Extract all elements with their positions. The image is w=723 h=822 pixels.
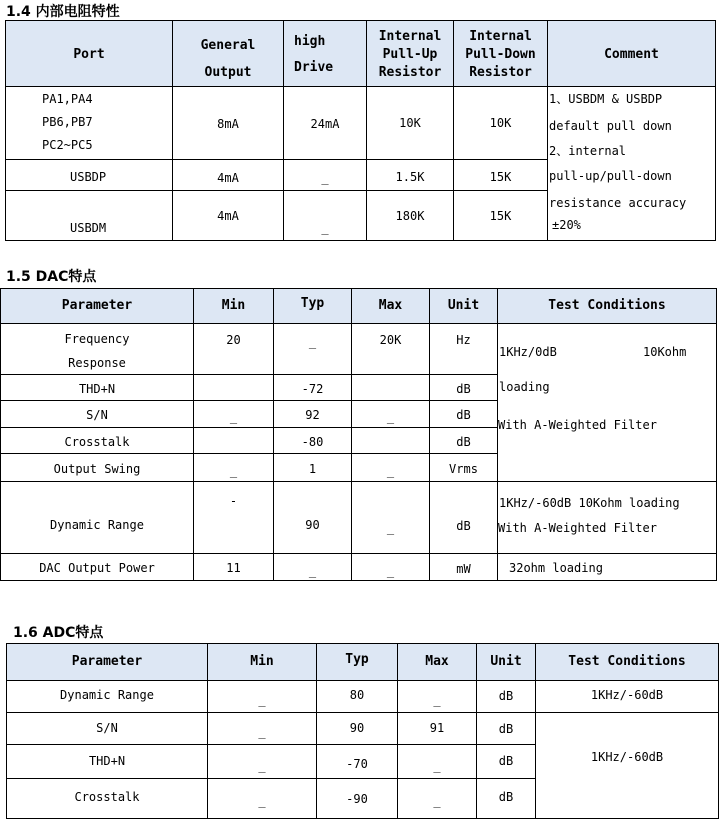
dac-swing-typ [273, 453, 351, 481]
dac-frequency-min-value: 20 [226, 333, 241, 347]
adc-thd-unit [476, 744, 535, 778]
dac-output-power-max-value: _ [386, 564, 395, 578]
dac-sn-label: S/N [86, 408, 108, 422]
dac-header-typ [273, 288, 351, 323]
adc-header-max-label: Max [425, 654, 449, 669]
dac-dynamic-range-cond-line2: With A-Weighted Filter [498, 521, 657, 535]
row3-pulldown [453, 190, 547, 241]
dac-output-power-unit-value: mW [456, 562, 471, 576]
row3-high-value: _ [321, 221, 329, 235]
adc-crosstalk-min-value: _ [258, 794, 266, 808]
dac-sn-max [351, 400, 429, 427]
adc-header-conditions [535, 643, 719, 680]
adc-thd-min [207, 744, 316, 778]
dac-output-power-min [193, 553, 273, 581]
dac-swing-min [193, 453, 273, 481]
dac-thd-unit-value: dB [456, 382, 471, 396]
adc-header-unit-label: Unit [490, 654, 522, 669]
dac-frequency-min [193, 323, 273, 374]
adc-crosstalk-typ-value: -90 [346, 792, 368, 806]
adc-header-min-label: Min [250, 654, 274, 669]
dac-dynamic-range-unit-value: dB [456, 519, 471, 533]
header-general-output [172, 20, 283, 86]
adc-crosstalk-unit-value: dB [498, 790, 514, 804]
dac-sn-unit [429, 400, 497, 427]
adc-header-typ-label: Typ [345, 652, 369, 667]
dac-sn-min [193, 400, 273, 427]
dac-header-unit-label: Unit [447, 298, 480, 313]
dac-frequency-max [351, 323, 429, 374]
row2-pulldown [453, 159, 547, 190]
header-pullup-line1: Internal [378, 29, 442, 44]
adc-thd-typ [316, 744, 397, 778]
row1-pullup-value: 10K [399, 116, 421, 130]
adc-row-dynamic-range [6, 680, 207, 712]
dac-swing-max [351, 453, 429, 481]
dac-cond1-line2: loading [499, 380, 550, 394]
dac-frequency-typ [273, 323, 351, 374]
dac-frequency-typ-value: _ [308, 335, 317, 349]
dac-output-power-max [351, 553, 429, 581]
comment-line-3: 2、internal [549, 144, 627, 158]
dac-cond1-line1b: 10Kohm [643, 345, 687, 359]
dac-row-sn [0, 400, 193, 427]
row1-general [172, 86, 283, 159]
row3-pulldown-value: 15K [489, 209, 512, 223]
dac-thd-label: THD+N [78, 382, 116, 396]
adc-sn-min [207, 712, 316, 744]
row1-high [283, 86, 366, 159]
dac-thd-typ [273, 374, 351, 400]
adc-sn-unit-value: dB [498, 722, 514, 736]
dac-dynamic-range-unit [429, 481, 497, 553]
adc-conditions-merged [535, 712, 719, 819]
header-comment [547, 20, 716, 86]
comment-line-1: 1、USBDM & USBDP [549, 92, 663, 106]
adc-sn-max-value: 91 [429, 721, 445, 735]
dac-header-typ-label: Typ [300, 296, 325, 311]
adc-header-min [207, 643, 316, 680]
row1-port-line2: PB6,PB7 [42, 115, 93, 129]
dac-row-dynamic-range [0, 481, 193, 553]
header-pull-down [453, 20, 547, 86]
dac-thd-typ-value: -72 [301, 382, 324, 396]
dac-frequency-label-line1: Frequency [64, 332, 130, 346]
dac-dynamic-range-max [351, 481, 429, 553]
dac-dynamic-range-cond-line1: 1KHz/-60dB 10Kohm loading [499, 496, 680, 510]
dac-row-frequency [0, 323, 193, 374]
dac-thd-unit [429, 374, 497, 400]
comment-line-6: ±20% [552, 218, 581, 232]
header-high-line1: high [294, 34, 326, 49]
dac-output-power-unit [429, 553, 497, 581]
dac-crosstalk-unit [429, 427, 497, 453]
dac-frequency-unit [429, 323, 497, 374]
dac-row-swing [0, 453, 193, 481]
dac-swing-max-value: _ [386, 464, 395, 478]
row3-high [283, 190, 366, 241]
adc-dynamic-range-typ [316, 680, 397, 712]
dac-output-power-conditions [497, 553, 717, 581]
dac-dynamic-range-label: Dynamic Range [50, 518, 144, 532]
row1-pulldown [453, 86, 547, 159]
dac-header-max-label: Max [378, 298, 403, 313]
adc-header-parameter-label: Parameter [71, 654, 143, 669]
row1-high-value: 24mA [310, 117, 340, 131]
dac-output-power-typ-value: _ [308, 564, 317, 578]
header-pull-up [366, 20, 453, 86]
dac-crosstalk-label: Crosstalk [64, 435, 130, 449]
adc-thd-unit-value: dB [498, 754, 514, 768]
dac-thd-min [193, 374, 273, 400]
row2-high [283, 159, 366, 190]
dac-crosstalk-typ [273, 427, 351, 453]
adc-dynamic-range-max-value: _ [433, 693, 441, 707]
dac-swing-label: Output Swing [53, 462, 141, 476]
row1-pulldown-value: 10K [489, 116, 512, 130]
header-pulldown-line3: Resistor [469, 65, 532, 80]
dac-swing-unit-value: Vrms [449, 462, 478, 476]
dac-cond1-line3: With A-Weighted Filter [498, 418, 657, 432]
row2-port [5, 159, 172, 190]
header-pullup-line3: Resistor [378, 65, 442, 80]
section-title-1-5: 1.5 DAC特点 [6, 269, 97, 285]
dac-header-conditions [497, 288, 717, 323]
header-port [5, 20, 172, 86]
comment-line-2: default pull down [549, 119, 672, 133]
adc-crosstalk-label: Crosstalk [74, 790, 140, 804]
adc-thd-typ-value: -70 [346, 757, 368, 771]
row2-general-value: 4mA [217, 171, 239, 185]
adc-dynamic-range-label: Dynamic Range [60, 688, 154, 702]
adc-sn-typ-value: 90 [349, 721, 365, 735]
row3-pullup-value: 180K [395, 209, 425, 223]
header-comment-label: Comment [604, 47, 659, 62]
header-high-line2: Drive [294, 60, 334, 75]
dac-header-parameter-label: Parameter [61, 298, 133, 313]
row3-pullup [366, 190, 453, 241]
row2-port-value: USBDP [70, 170, 107, 184]
dac-header-max [351, 288, 429, 323]
row3-general-value: 4mA [217, 209, 239, 223]
dac-crosstalk-typ-value: -80 [301, 435, 324, 449]
row2-pullup [366, 159, 453, 190]
dac-header-min-label: Min [221, 298, 246, 313]
adc-sn-min-value: _ [258, 725, 266, 739]
dac-frequency-max-value: 20K [379, 333, 402, 347]
dac-sn-typ [273, 400, 351, 427]
row1-general-value: 8mA [217, 117, 239, 131]
dac-dynamic-range-conditions [497, 481, 717, 553]
adc-crosstalk-max-value: _ [433, 794, 441, 808]
dac-output-power-cond-value: 32ohm loading [509, 561, 603, 575]
dac-dynamic-range-max-value: _ [386, 521, 395, 535]
dac-swing-unit [429, 453, 497, 481]
dac-dynamic-range-min-value: - [229, 494, 238, 508]
section-title-1-4: 1.4 内部电阻特性 [6, 4, 120, 20]
adc-sn-label: S/N [96, 721, 118, 735]
row2-high-value: _ [321, 171, 329, 185]
dac-row-thd [0, 374, 193, 400]
adc-dynamic-range-max [397, 680, 476, 712]
adc-thd-min-value: _ [258, 759, 266, 773]
dac-conditions-group1 [497, 323, 717, 481]
header-pulldown-line1: Internal [469, 29, 532, 44]
adc-thd-max-value: _ [433, 759, 441, 773]
comment-cell [547, 86, 716, 241]
comment-line-4: pull-up/pull-down [549, 169, 672, 183]
header-pulldown-line2: Pull-Down [465, 47, 536, 62]
adc-thd-label: THD+N [88, 754, 126, 768]
comment-line-5: resistance accuracy [549, 196, 687, 210]
dac-crosstalk-unit-value: dB [456, 435, 471, 449]
adc-crosstalk-unit [476, 778, 535, 819]
dac-row-output-power [0, 553, 193, 581]
adc-thd-max [397, 744, 476, 778]
adc-header-typ [316, 643, 397, 680]
row3-port-value: USBDM [70, 221, 107, 235]
row3-general [172, 190, 283, 241]
adc-header-parameter [6, 643, 207, 680]
row2-pullup-value: 1.5K [395, 170, 425, 184]
dac-frequency-label-line2: Response [68, 356, 126, 370]
dac-crosstalk-min [193, 427, 273, 453]
adc-dynamic-range-conditions [535, 680, 719, 712]
dac-crosstalk-max [351, 427, 429, 453]
dac-sn-max-value: _ [386, 410, 395, 424]
dac-output-power-min-value: 11 [226, 561, 241, 575]
row1-port-line1: PA1,PA4 [42, 92, 93, 106]
adc-row-thd [6, 744, 207, 778]
dac-swing-min-value: _ [229, 464, 238, 478]
header-pullup-line2: Pull-Up [382, 47, 438, 62]
dac-row-crosstalk [0, 427, 193, 453]
adc-dynamic-range-unit [476, 680, 535, 712]
row1-pullup [366, 86, 453, 159]
dac-header-unit [429, 288, 497, 323]
adc-dynamic-range-typ-value: 80 [349, 688, 365, 702]
header-general-line2: Output [204, 65, 252, 80]
adc-row-sn [6, 712, 207, 744]
dac-thd-max [351, 374, 429, 400]
dac-header-parameter [0, 288, 193, 323]
dac-sn-min-value: _ [229, 410, 238, 424]
row1-port [5, 86, 172, 159]
adc-sn-max [397, 712, 476, 744]
section-title-1-6: 1.6 ADC特点 [13, 625, 104, 641]
dac-dynamic-range-typ [273, 481, 351, 553]
adc-header-conditions-label: Test Conditions [568, 654, 686, 669]
dac-header-conditions-label: Test Conditions [548, 298, 666, 313]
adc-conditions-merged-value: 1KHz/-60dB [590, 750, 664, 764]
adc-crosstalk-min [207, 778, 316, 819]
header-high-drive [283, 20, 366, 86]
header-port-label: Port [73, 47, 105, 62]
dac-output-power-label: DAC Output Power [39, 561, 155, 575]
adc-crosstalk-typ [316, 778, 397, 819]
adc-header-max [397, 643, 476, 680]
adc-dynamic-range-min [207, 680, 316, 712]
dac-dynamic-range-min [193, 481, 273, 553]
dac-sn-typ-value: 92 [305, 408, 320, 422]
adc-header-unit [476, 643, 535, 680]
dac-dynamic-range-typ-value: 90 [305, 518, 320, 532]
dac-swing-typ-value: 1 [308, 462, 317, 476]
adc-sn-typ [316, 712, 397, 744]
row1-port-line3: PC2~PC5 [42, 138, 93, 152]
row2-pulldown-value: 15K [489, 170, 512, 184]
header-general-line1: General [200, 38, 256, 53]
adc-crosstalk-max [397, 778, 476, 819]
adc-row-crosstalk [6, 778, 207, 819]
row2-general [172, 159, 283, 190]
dac-frequency-unit-value: Hz [456, 333, 471, 347]
adc-dynamic-range-min-value: _ [258, 693, 266, 707]
dac-output-power-typ [273, 553, 351, 581]
adc-dynamic-range-unit-value: dB [498, 689, 514, 703]
dac-cond1-line1a: 1KHz/0dB [499, 345, 557, 359]
adc-sn-unit [476, 712, 535, 744]
adc-dynamic-range-cond-value: 1KHz/-60dB [590, 688, 664, 702]
row3-port [5, 190, 172, 241]
dac-sn-unit-value: dB [456, 408, 471, 422]
dac-header-min [193, 288, 273, 323]
